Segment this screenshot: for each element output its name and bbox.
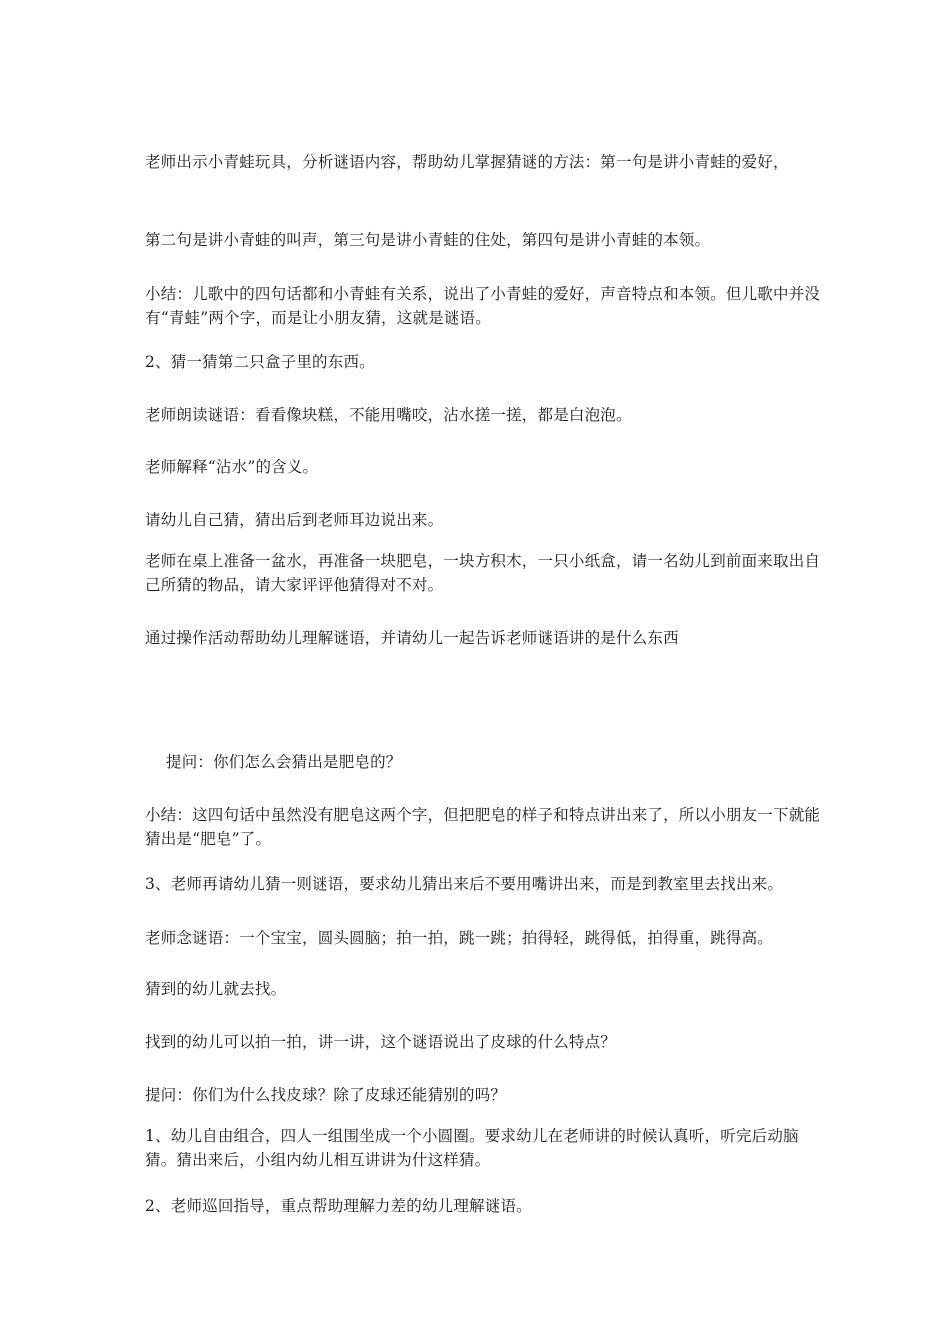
paragraph-second-sentence: 第二句是讲小青蛙的叫声，第三句是讲小青蛙的住处，第四句是讲小青蛙的本领。: [145, 231, 711, 249]
paragraph-question-soap: 提问：你们怎么会猜出是肥皂的？: [166, 753, 402, 771]
paragraph-group-activity: 1、幼儿自由组合，四人一组围坐成一个小圆圈。要求幼儿在老师讲的时候认真听，听完后动脑猜。猜出来后，小组内幼儿相互讲讲为什这样猜。: [145, 1127, 799, 1169]
paragraph-prepare-items: 老师在桌上准备一盆水，再准备一块肥皂，一块方积木，一只小纸盒，请一名幼儿到前面来取出自己所猜的物品，请大家评评他猜得对不对。: [145, 552, 821, 594]
paragraph-step-3: 3、老师再请幼儿猜一则谜语，要求幼儿猜出来后不要用嘴讲出来，而是到教室里去找出来。: [145, 875, 784, 893]
paragraph-operation-activity: 通过操作活动帮助幼儿理解谜语，并请幼儿一起告诉老师谜语讲的是什么东西: [145, 629, 679, 647]
paragraph-pat-ball: 找到的幼儿可以拍一拍，讲一讲，这个谜语说出了皮球的什么特点？: [145, 1033, 617, 1051]
paragraph-riddle-reading: 老师朗读谜语：看看像块糕，不能用嘴咬，沾水搓一搓，都是白泡泡。: [145, 406, 632, 424]
paragraph-question-ball: 提问：你们为什么找皮球？除了皮球还能猜别的吗？: [145, 1086, 507, 1104]
paragraph-ball-riddle: 老师念谜语：一个宝宝，圆头圆脑；拍一拍，跳一跳；拍得轻，跳得低，拍得重，跳得高。: [145, 929, 774, 947]
paragraph-explain-water: 老师解释“沾水”的含义。: [145, 458, 319, 476]
paragraph-step-2: 2、猜一猜第二只盒子里的东西。: [145, 353, 375, 371]
paragraph-teacher-guidance: 2、老师巡回指导，重点帮助理解力差的幼儿理解谜语。: [145, 1197, 532, 1215]
paragraph-summary-1: 小结：儿歌中的四句话都和小青蛙有关系，说出了小青蛙的爱好，声音特点和本领。但儿歌中并没有“青蛙”两个字，而是让小朋友猜，这就是谜语。: [145, 285, 821, 327]
paragraph-intro: 老师出示小青蛙玩具，分析谜语内容，帮助幼儿掌握猜谜的方法：第一句是讲小青蛙的爱好，: [145, 153, 789, 171]
paragraph-go-find: 猜到的幼儿就去找。: [145, 980, 287, 998]
paragraph-guess-self: 请幼儿自己猜，猜出后到老师耳边说出来。: [145, 511, 444, 529]
paragraph-summary-2: 小结：这四句话中虽然没有肥皂这两个字，但把肥皂的样子和特点讲出来了，所以小朋友一下就能猜出是“肥皂”了。: [145, 806, 821, 848]
